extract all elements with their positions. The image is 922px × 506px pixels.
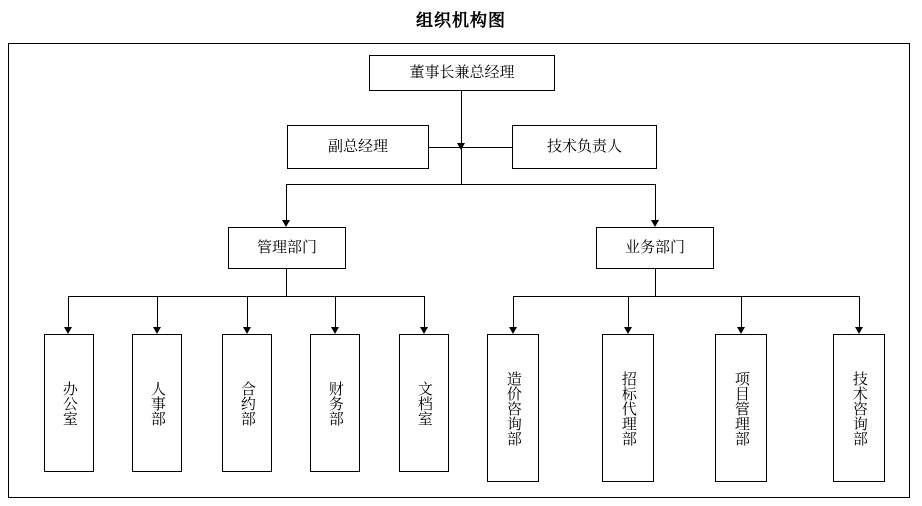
arrow-bidding-agency [624, 327, 632, 334]
node-management-dept[interactable]: 管理部门 [228, 227, 346, 269]
node-tech-consulting[interactable]: 技术咨询部 [833, 334, 885, 482]
arrow-chairman-down [457, 143, 465, 150]
connector-chairman-to-level2-stem [461, 147, 462, 184]
node-deputy-gm[interactable]: 副总经理 [287, 125, 429, 169]
node-office[interactable]: 办公室 [44, 334, 94, 472]
connector-hr-drop [157, 296, 158, 327]
arrow-project-management [737, 327, 745, 334]
connector-business-bus [513, 296, 859, 297]
arrow-business-dept [651, 220, 659, 227]
arrow-cost-consulting [509, 327, 517, 334]
node-contract-dept[interactable]: 合约部 [222, 334, 272, 472]
connector-management-stem [286, 269, 287, 296]
arrow-finance-dept [331, 327, 339, 334]
connector-level1-bus [429, 147, 512, 148]
node-finance-dept[interactable]: 财务部 [310, 334, 360, 472]
connector-management-bus [68, 296, 424, 297]
arrow-hr-dept [153, 327, 161, 334]
connector-office-drop [68, 296, 69, 327]
arrow-contract-dept [243, 327, 251, 334]
node-archive-office[interactable]: 文档室 [399, 334, 449, 472]
node-bidding-agency[interactable]: 招标代理部 [602, 334, 654, 482]
connector-level2-bus [286, 184, 656, 185]
arrow-tech-consulting [855, 327, 863, 334]
node-chairman[interactable]: 董事长兼总经理 [369, 55, 555, 91]
connector-techconsult-drop [859, 296, 860, 327]
connector-finance-drop [335, 296, 336, 327]
arrow-management-dept [282, 220, 290, 227]
page-title: 组织机构图 [416, 11, 506, 30]
node-business-dept[interactable]: 业务部门 [596, 227, 714, 269]
connector-bidding-drop [628, 296, 629, 327]
arrow-office [64, 327, 72, 334]
arrow-archive-office [420, 327, 428, 334]
connector-archive-drop [424, 296, 425, 327]
node-project-management[interactable]: 项目管理部 [715, 334, 767, 482]
connector-business-stem [655, 269, 656, 296]
connector-business-drop [655, 184, 656, 220]
node-cost-consulting[interactable]: 造价咨询部 [487, 334, 539, 482]
node-hr-dept[interactable]: 人事部 [132, 334, 182, 472]
connector-cost-drop [513, 296, 514, 327]
connector-management-drop [286, 184, 287, 220]
connector-contract-drop [247, 296, 248, 327]
connector-project-drop [741, 296, 742, 327]
connector-chairman-stem [461, 91, 462, 147]
node-tech-lead[interactable]: 技术负责人 [512, 125, 657, 169]
